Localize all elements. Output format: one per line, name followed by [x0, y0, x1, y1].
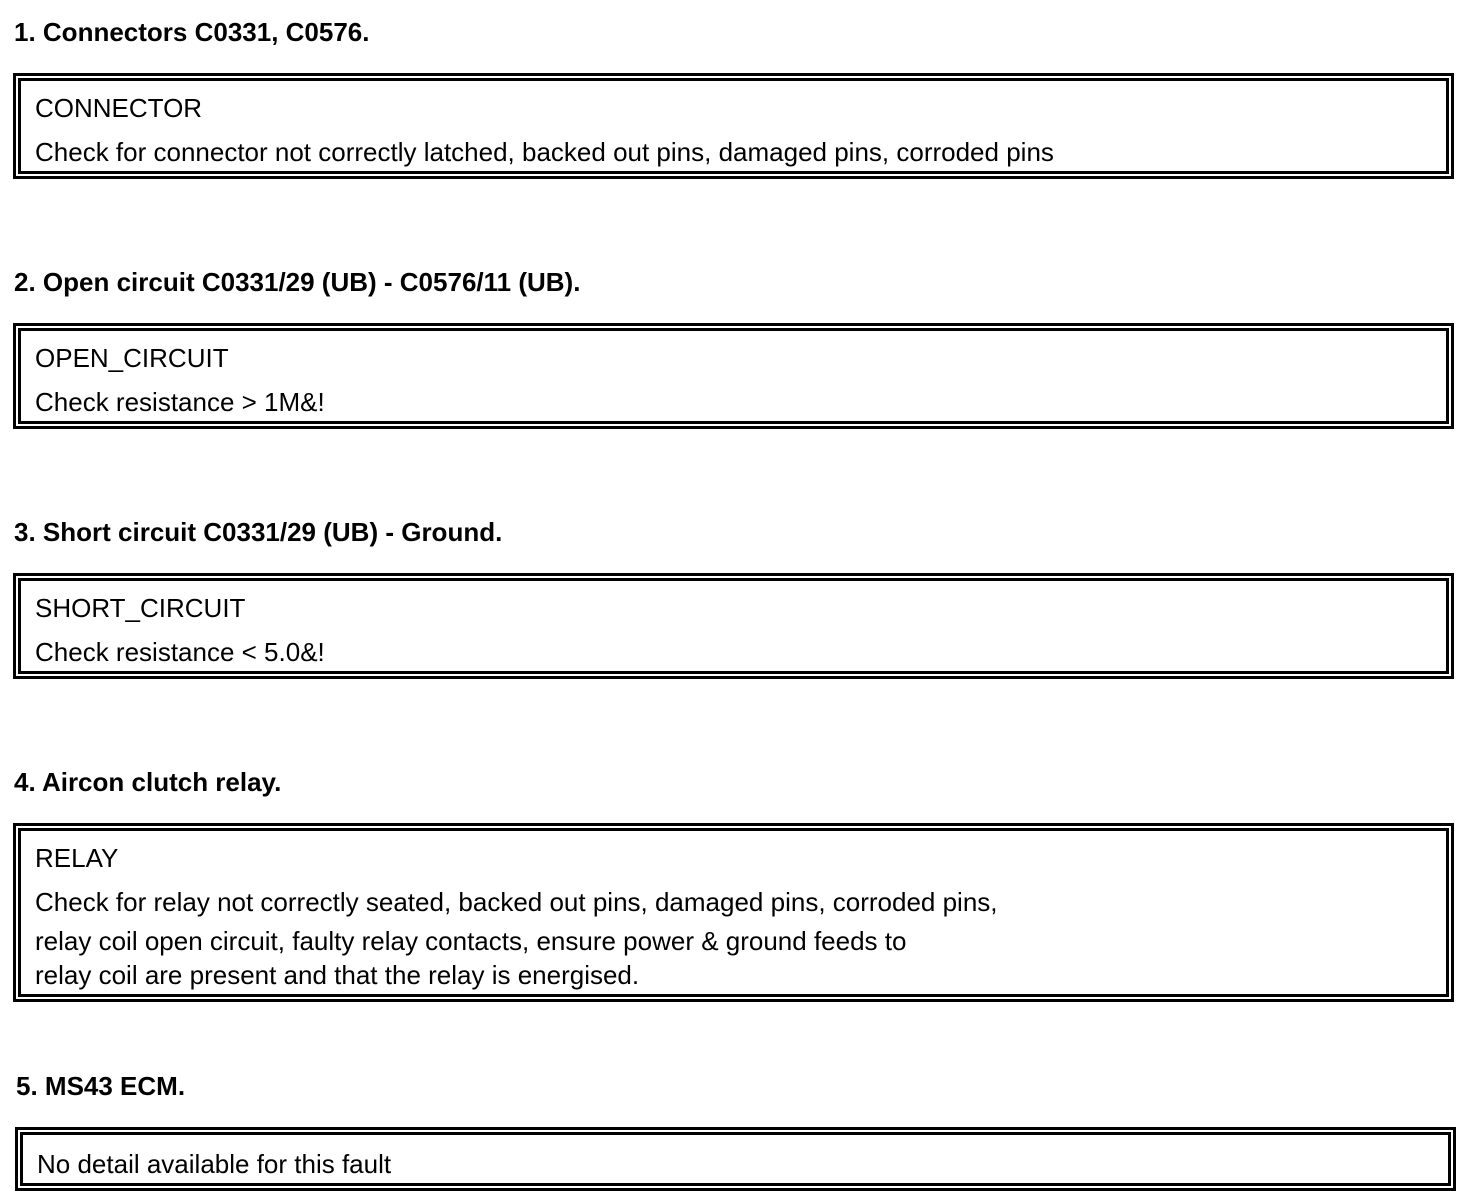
section-1-box-line-1: Check for connector not correctly latched, backed out pins, damaged pins, corroded pins: [35, 137, 1054, 167]
section-1-detail-box: [13, 73, 1454, 179]
section-5-box-title: No detail available for this fault: [37, 1149, 392, 1179]
section-3-box-title: SHORT_CIRCUIT: [35, 593, 246, 623]
section-2-box-title: OPEN_CIRCUIT: [35, 343, 229, 373]
section-5-detail-box: [15, 1127, 1456, 1191]
section-4-box-line-3: relay coil are present and that the relay is energised.: [35, 960, 640, 990]
section-5-heading: 5. MS43 ECM.: [16, 1071, 186, 1101]
section-4-box-line-2: relay coil open circuit, faulty relay contacts, ensure power & ground feeds to: [35, 926, 907, 956]
section-4-box-title: RELAY: [35, 843, 119, 873]
section-4-detail-box: [13, 823, 1454, 1002]
section-3-box-line-1: Check resistance < 5.0&!: [35, 637, 325, 667]
section-2-box-line-1: Check resistance > 1M&!: [35, 387, 325, 417]
section-2-heading: 2. Open circuit C0331/29 (UB) - C0576/11 (UB).: [14, 267, 581, 297]
section-1-heading: 1. Connectors C0331, C0576.: [14, 17, 370, 47]
section-4-heading: 4. Aircon clutch relay.: [14, 767, 282, 797]
section-3-heading: 3. Short circuit C0331/29 (UB) - Ground.: [14, 517, 503, 547]
section-1-box-title: CONNECTOR: [35, 93, 203, 123]
section-3-detail-box: [13, 573, 1454, 679]
section-4-box-line-1: Check for relay not correctly seated, backed out pins, damaged pins, corroded pins,: [35, 887, 998, 917]
section-2-detail-box: [13, 323, 1454, 429]
